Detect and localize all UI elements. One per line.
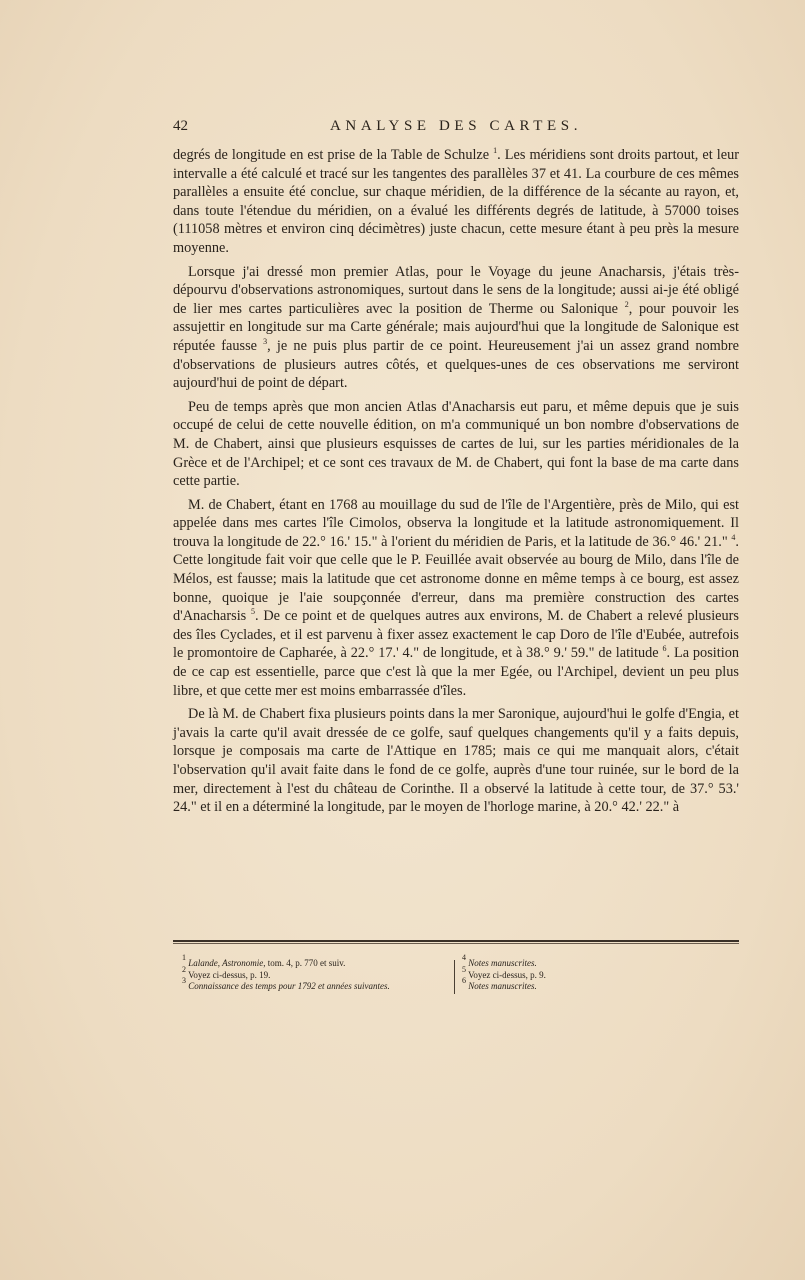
footnote bbox=[462, 964, 612, 982]
paragraph-text: , pour pouvoir les assujettir en longitude sur ma Carte générale; mais aujourd'hui que la longitude de Salonique est réputée fausse bbox=[173, 300, 739, 354]
page-header bbox=[173, 118, 739, 140]
footnote bbox=[182, 964, 444, 982]
footnote bbox=[182, 976, 444, 993]
footnotes-right-column bbox=[462, 953, 612, 993]
footnote-number: 5 bbox=[462, 964, 466, 974]
footnote-marker: 2 bbox=[624, 299, 629, 309]
footnote bbox=[182, 953, 444, 970]
footnote-marker: 3 bbox=[263, 336, 268, 346]
footnote-number: 1 bbox=[182, 953, 186, 962]
paragraph bbox=[173, 263, 739, 393]
footnote-italic-text: Notes manuscrites. bbox=[468, 981, 537, 991]
footnote-text: Voyez ci-dessus, p. 19. bbox=[188, 969, 271, 980]
footnote-number: 4 bbox=[462, 953, 466, 962]
footnote-text: , tom. 4, p. 770 et suiv. bbox=[263, 958, 346, 968]
paragraph-text: M. de Chabert, étant en 1768 au mouillage du sud de l'île de l'Argentière, près de Milo, qui est appelée dans mes cartes l'île Cimolos, observa la longitude et la latitude astronomiquement. Il trouva la longitude de 22.° 16.' 15." à l'orient du méridien de Paris, et la latitude de 36.° 46.' 21." bbox=[173, 496, 739, 550]
running-title: ANALYSE DES CARTES. bbox=[329, 118, 583, 134]
footnote-number: 3 bbox=[182, 976, 186, 985]
paragraph-text: degrés de longitude en est prise de la Table de Schulze bbox=[173, 147, 494, 163]
paragraph bbox=[173, 496, 739, 701]
paragraph-text: . La position de ce cap est essentielle, parce que c'est là que la mer Egée, ou l'Archipel, devient un peu plus libre, et que cette mer est moins embarrassée d'îles. bbox=[173, 645, 739, 699]
footnote-marker: 5 bbox=[251, 607, 256, 617]
body-text bbox=[173, 146, 739, 822]
paragraph bbox=[173, 705, 739, 817]
footnote-italic-text: Notes manuscrites. bbox=[468, 958, 537, 968]
footnote bbox=[462, 976, 612, 993]
paragraph-text: , je ne puis plus partir de ce point. Heureusement j'ai un assez grand nombre d'observations de plusieurs autres côtés, et quelques-unes de ces observations me serviront aujourd'hui de point de départ. bbox=[173, 337, 739, 392]
footnote bbox=[462, 953, 612, 970]
footnote-number: 6 bbox=[462, 976, 466, 985]
footnote-number: 2 bbox=[182, 964, 186, 974]
paragraph bbox=[173, 146, 739, 258]
paragraph-text: De là M. de Chabert fixa plusieurs points dans la mer Saronique, aujourd'hui le golfe d'Engia, et j'avais la carte qu'il avait dressée de ce golfe, sauf quelques changements qu'il y a faits depuis, lorsque je composais ma carte de l'Attique en 1785; mais ce qui me manquait alors, c'était l'observation qu'il avait faite dans le fond de ce golfe, auprès d'une tour ruinée, sur le bord de la mer, directement à l'est du château de Corinthe. Il a observé la latitude à cette tour, de 37.° 53.' 24." et il en a déterminé la longitude, par le moyen de l'horloge marine, à 20.° 42.' 22." à bbox=[173, 706, 739, 816]
footnote-text: Voyez ci-dessus, p. 9. bbox=[468, 969, 546, 980]
footnote-italic-text: Lalande, Astronomie bbox=[188, 958, 264, 968]
footnote-rule bbox=[173, 940, 739, 944]
footnotes-left-column bbox=[182, 953, 444, 993]
footnote-marker: 6 bbox=[662, 644, 667, 654]
footnote-column-divider bbox=[454, 960, 455, 994]
paragraph-text: . Les méridiens sont droits partout, et leur intervalle a été calculé et tracé sur les tangentes des parallèles 37 et 41. La courbure de ces mêmes parallèles a ensuite été conclue, sur chaque méridien, de la différence de la sécante au rayon, et, dans toute l'étendue du méridien, on a évalué les différents degrés de latitude, à 57000 toises (111058 mètres et environ cinq décimètres) juste chacun, cette mesure étant à peu près la mesure moyenne. bbox=[173, 147, 739, 256]
footnote-marker: 1 bbox=[493, 146, 498, 155]
paragraph-text: . Cette longitude fait voir que celle que le P. Feuillée avait observée au bourg de Milo, dans l'île de Mélos, est fausse; mais la latitude que cet astronome donne en même temps à ce bourg, est assez bonne, quoique je l'aie soupçonnée d'erreur, dans ma première construction des cartes d'Anacharsis bbox=[173, 533, 739, 625]
footnote-italic-text: Connaissance des temps pour 1792 et années suivantes. bbox=[188, 981, 390, 991]
paragraph-text: Peu de temps après que mon ancien Atlas d'Anacharsis eut paru, et même depuis que je suis occupé de celui de cette nouvelle édition, on m'a communiqué un bon nombre d'observations de M. de Chabert, ainsi que plusieurs esquisses de cartes de lui, sur les parties méridionales de la Grèce et de l'Archipel; et ce sont ces travaux de M. de Chabert, qui font la base de ma carte dans cette partie. bbox=[173, 398, 739, 490]
paragraph-text: . De ce point et de quelques autres aux environs, M. de Chabert a relevé plusieurs des îles Cyclades, et il est parvenu à fixer assez exactement le cap Doro de l'île d'Eubée, autrefois le promontoire de Capharée, à 22.° 17.' 4." de longitude, et à 38.° 9.' 59." de latitude bbox=[173, 608, 739, 662]
paragraph-text: Lorsque j'ai dressé mon premier Atlas, pour le Voyage du jeune Anacharsis, j'étais très-dépourvu d'observations astronomiques, surtout dans le sens de la longitude; aussi ai-je été obligé de lier mes cartes particulières avec la position de Therme ou Salonique bbox=[173, 263, 739, 317]
footnote-marker: 4 bbox=[731, 532, 736, 542]
page-number: 42 bbox=[173, 118, 188, 134]
paragraph bbox=[173, 398, 739, 491]
